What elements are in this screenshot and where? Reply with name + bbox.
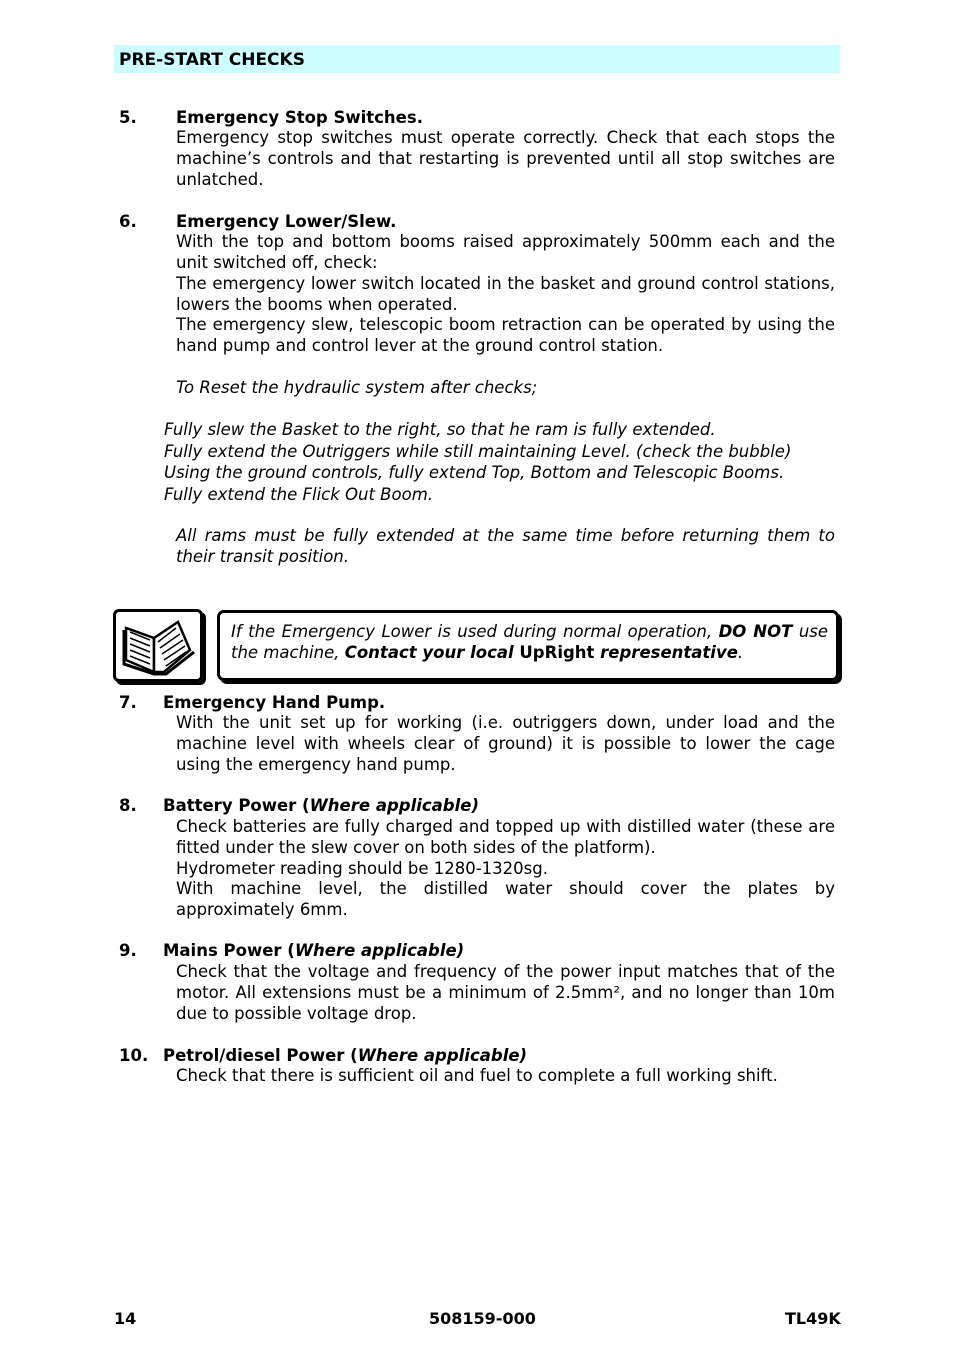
reset-step-4: Fully extend the Flick Out Boom.	[164, 485, 434, 504]
item-6-title: Emergency Lower/Slew.	[176, 212, 397, 231]
reset-step-1: Fully slew the Basket to the right, so that he ram is fully extended.	[164, 420, 716, 439]
section-title: PRE-START CHECKS	[119, 50, 305, 70]
reset-heading: To Reset the hydraulic system after checks;	[176, 378, 538, 397]
item-6-number: 6.	[119, 212, 137, 231]
warning-notice	[217, 610, 839, 681]
item-6-text-2: The emergency lower switch located in the basket and ground control stations, lowers the booms when operated.	[176, 274, 835, 314]
page-number: 14	[114, 1309, 137, 1328]
item-9-text: Check that the voltage and frequency of the power input matches that of the motor. All extensions must be a minimum of 2.5mm², and no longer than 10m due to possible voltage drop.	[176, 962, 835, 1023]
item-6-text-1: With the top and bottom booms raised approximately 500mm each and the unit switched off, check:	[176, 232, 835, 272]
warning-text: If the Emergency Lower is used during normal operation, DO NOT use the machine, Contact your local UpRight representative.	[231, 622, 829, 662]
item-10-title: Petrol/diesel Power (Where applicable)	[163, 1046, 528, 1065]
item-5-text: Emergency stop switches must operate correctly. Check that each stops the machine’s controls and that restarting is prevented until all stop switches are unlatched.	[176, 128, 835, 189]
reset-step-2: Fully extend the Outriggers while still maintaining Level. (check the bubble)	[164, 442, 792, 461]
item-6-text-3: The emergency slew, telescopic boom retraction can be operated by using the hand pump and control lever at the ground control station.	[176, 315, 835, 355]
document-number: 508159-000	[429, 1309, 536, 1328]
item-9-number: 9.	[119, 941, 137, 960]
section-header	[114, 45, 840, 73]
item-5-title: Emergency Stop Switches.	[176, 108, 423, 127]
model-name: TL49K	[785, 1309, 841, 1328]
item-10-number: 10.	[119, 1046, 149, 1065]
item-5-number: 5.	[119, 108, 137, 127]
item-7-text: With the unit set up for working (i.e. outriggers down, under load and the machine level with wheels clear of ground) it is possible to lower the cage using the emergency hand pump.	[176, 713, 835, 774]
item-9-title: Mains Power (Where applicable)	[163, 941, 465, 960]
item-8-text-3: With machine level, the distilled water should cover the plates by approximately 6mm.	[176, 879, 835, 919]
item-8-text-1: Check batteries are fully charged and topped up with distilled water (these are fitted under the slew cover on both sides of the platform).	[176, 817, 835, 857]
item-7-title: Emergency Hand Pump.	[163, 693, 386, 712]
manual-book-icon	[120, 616, 196, 676]
item-8-title: Battery Power (Where applicable)	[163, 796, 480, 815]
item-8-number: 8.	[119, 796, 137, 815]
reset-step-3: Using the ground controls, fully extend Top, Bottom and Telescopic Booms.	[164, 463, 785, 482]
notice-icon-box	[113, 609, 203, 682]
item-8-text-2: Hydrometer reading should be 1280-1320sg.	[176, 859, 548, 878]
item-10-text: Check that there is sufficient oil and fuel to complete a full working shift.	[176, 1066, 778, 1085]
rams-note: All rams must be fully extended at the same time before returning them to their transit position.	[176, 526, 835, 566]
item-7-number: 7.	[119, 693, 137, 712]
